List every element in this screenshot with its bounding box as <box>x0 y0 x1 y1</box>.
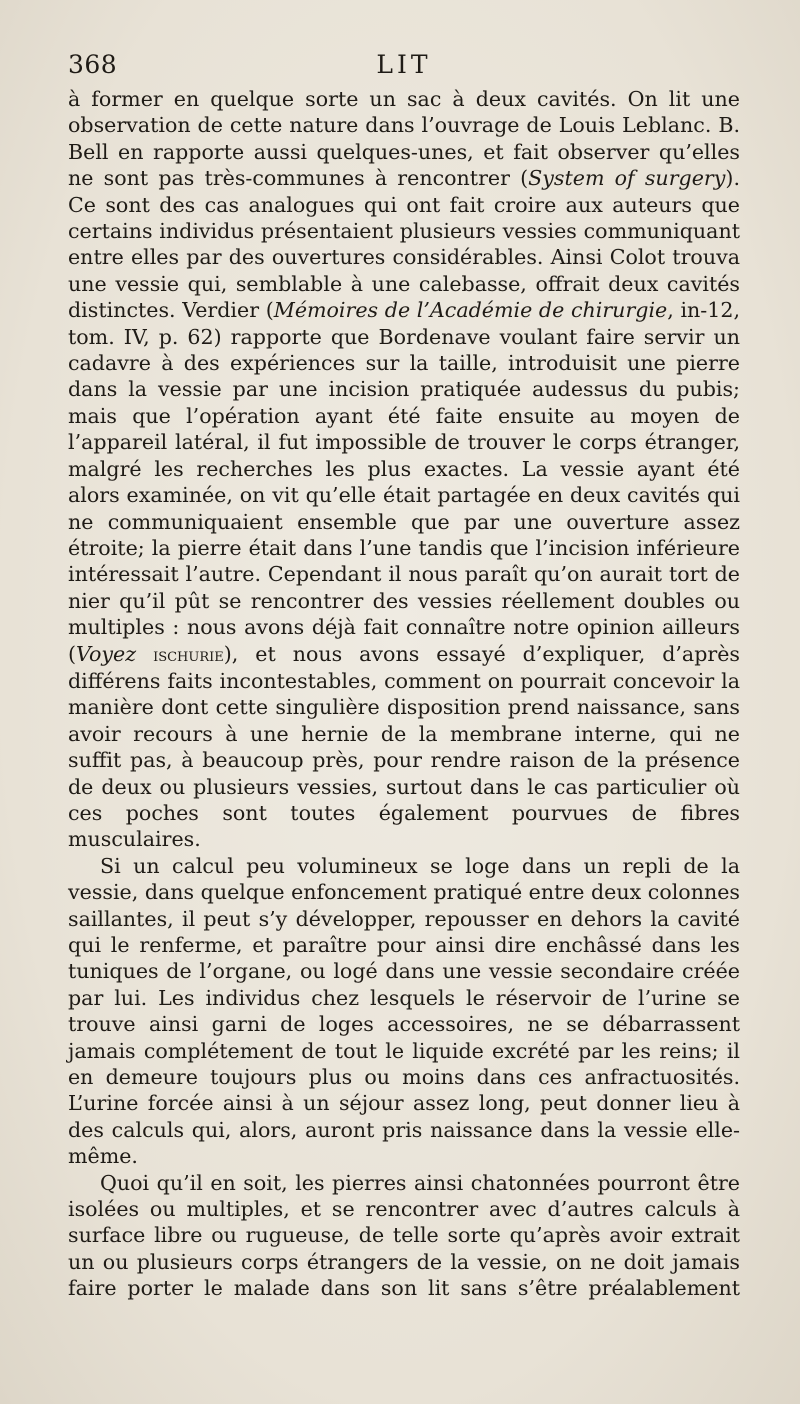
text-run <box>136 642 153 666</box>
text-run: ), et nous avons essayé d’expliquer, d’après différens faits incontestables, comment on pourrait concevoir la manière dont cette singulière disposition prend naissance, sans avoir recours à une hernie de la membrane interne, qui ne suffit pas, à beaucoup près, pour rendre raison de la présence de deux ou plusieurs vessies, surtout dans le cas particulier où ces poches sont toutes également pourvues de fibres musculaires. <box>68 641 740 852</box>
small-caps-text: ischurie <box>153 643 224 666</box>
paragraph <box>68 1170 740 1302</box>
body-text <box>68 86 740 1302</box>
text-run: ). Ce sont des cas analogues qui ont fait croire aux auteurs que certains individus présentaient plusieurs vessies communiquant entre elles par des ouvertures considérables. Ainsi Colot trouva une vessie qui, semblable à une calebasse, offrait deux cavités distinctes. Verdier ( <box>68 166 740 323</box>
paragraph <box>68 86 740 853</box>
italic-text: Voyez <box>76 641 137 666</box>
text-run: Quoi qu’il en soit, les pierres ainsi chatonnées pourront être isolées ou multiples, et se rencontrer avec d’autres calculs à surface libre ou rugueuse, de telle sorte qu’après avoir extrait un ou plusieurs corps étrangers de la vessie, on ne doit jamais faire porter le malade dans son lit sans s’être préalablement <box>68 1170 740 1301</box>
page-number: 368 <box>68 50 118 79</box>
page-header <box>68 50 740 82</box>
paragraph <box>68 853 740 1170</box>
italic-text: Mémoires de l’Académie de chirurgie <box>273 298 668 323</box>
text-run: à former en quelque sorte un sac à deux cavités. On lit une observation de cette nature dans l’ouvrage de Louis Leblanc. B. Bell en rapporte aussi quelques-unes, et fait observer qu’elles ne sont pas très-communes à rencontrer ( <box>68 87 740 191</box>
text-run: Si un calcul peu volumineux se loge dans un repli de la vessie, dans quelque enfoncement pratiqué entre deux colonnes saillantes, il peut s’y développer, repousser en dehors la cavité qui le renferme, et paraître pour ainsi dire enchâssé dans les tuniques de l’organe, ou logé dans une vessie secondaire créée par lui. Les individus chez lesquels le réservoir de l’urine se trouve ainsi garni de loges accessoires, ne se débarrassent jamais complétement de tout le liquide excrété par les reins; il en demeure toujours plus ou moins dans ces anfractuosités. L’urine forcée ainsi à un séjour assez long, peut donner lieu à des calculs qui, alors, auront pris naissance dans la vessie elle-même. <box>68 853 740 1169</box>
text-run: , in-12, tom. IV, p. 62) rapporte que Bordenave voulant faire servir un cadavre à des expériences sur la taille, introduisit une pierre dans la vessie par une incision pratiquée audessus du pubis; mais que l’opération ayant été faite ensuite au moyen de l’appareil latéral, il fut impossible de trouver le corps étranger, malgré les recherches les plus exactes. La vessie ayant été alors examinée, on vit qu’elle était partagée en deux cavités qui ne communiquaient ensemble que par une ouverture assez étroite; la pierre était dans l’une tandis que l’incision inférieure intéressait l’autre. Cependant il nous paraît qu’on aurait tort de nier qu’il pût se rencontrer des vessies réellement doubles ou multiples : nous avons déjà fait connaître notre opinion ailleurs ( <box>68 298 741 666</box>
italic-text: System of surgery <box>528 166 726 191</box>
running-head: LIT <box>376 50 432 79</box>
